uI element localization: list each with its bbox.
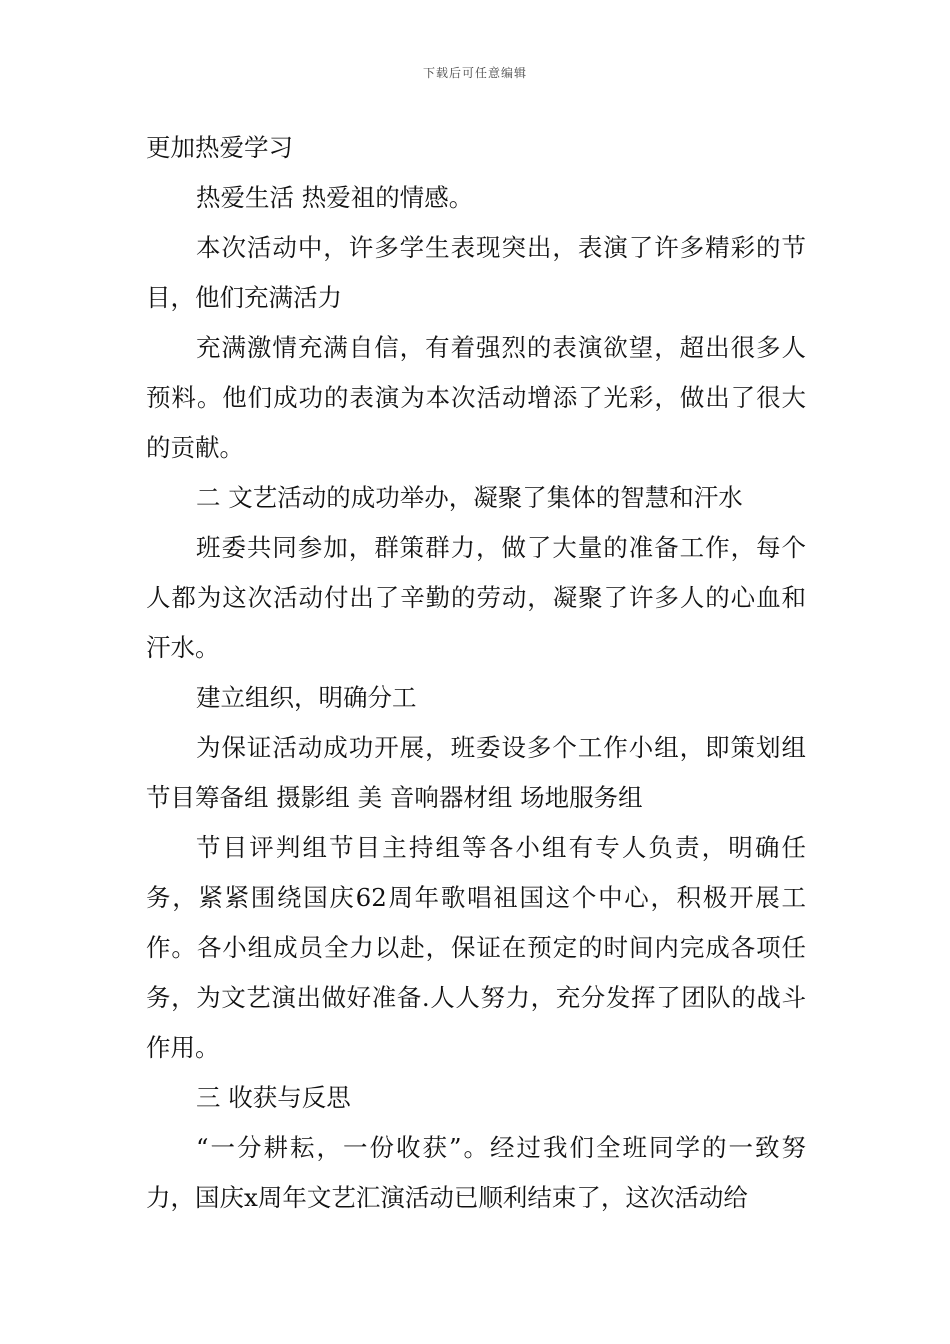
paragraph: 本次活动中，许多学生表现突出，表演了许多精彩的节目，他们充满活力	[146, 233, 806, 312]
paragraph: 更加热爱学习	[146, 133, 293, 162]
paragraph: 热爱生活 热爱祖的情感。	[196, 183, 474, 212]
paragraph: “一分耕耘，一份收获”。经过我们全班同学的一致努力，国庆x周年文艺汇演活动已顺利结束了，这次活动给	[146, 1133, 806, 1212]
document-body	[146, 123, 806, 1223]
paragraph: 充满激情充满自信，有着强烈的表演欲望，超出很多人预料。他们成功的表演为本次活动增添了光彩，做出了很大的贡献。	[146, 333, 806, 462]
subsection-heading: 建立组织，明确分工	[196, 683, 417, 712]
paragraph: 为保证活动成功开展，班委设多个工作小组，即策划组 节目筹备组 摄影组 美 音响器材组 场地服务组	[146, 733, 806, 812]
paragraph: 节目评判组节目主持组等各小组有专人负责，明确任务，紧紧围绕国庆62周年歌唱祖国这个中心，积极开展工作。各小组成员全力以赴，保证在预定的时间内完成各项任务，为文艺演出做好准备.人人努力，充分发挥了团队的战斗作用。	[146, 833, 806, 1062]
paragraph: 班委共同参加，群策群力，做了大量的准备工作，每个人都为这次活动付出了辛勤的劳动，凝聚了许多人的心血和汗水。	[146, 533, 806, 662]
section-heading: 三 收获与反思	[196, 1083, 351, 1112]
section-heading: 二 文艺活动的成功举办，凝聚了集体的智慧和汗水	[196, 483, 743, 512]
page-header-note: 下载后可任意编辑	[422, 66, 527, 80]
